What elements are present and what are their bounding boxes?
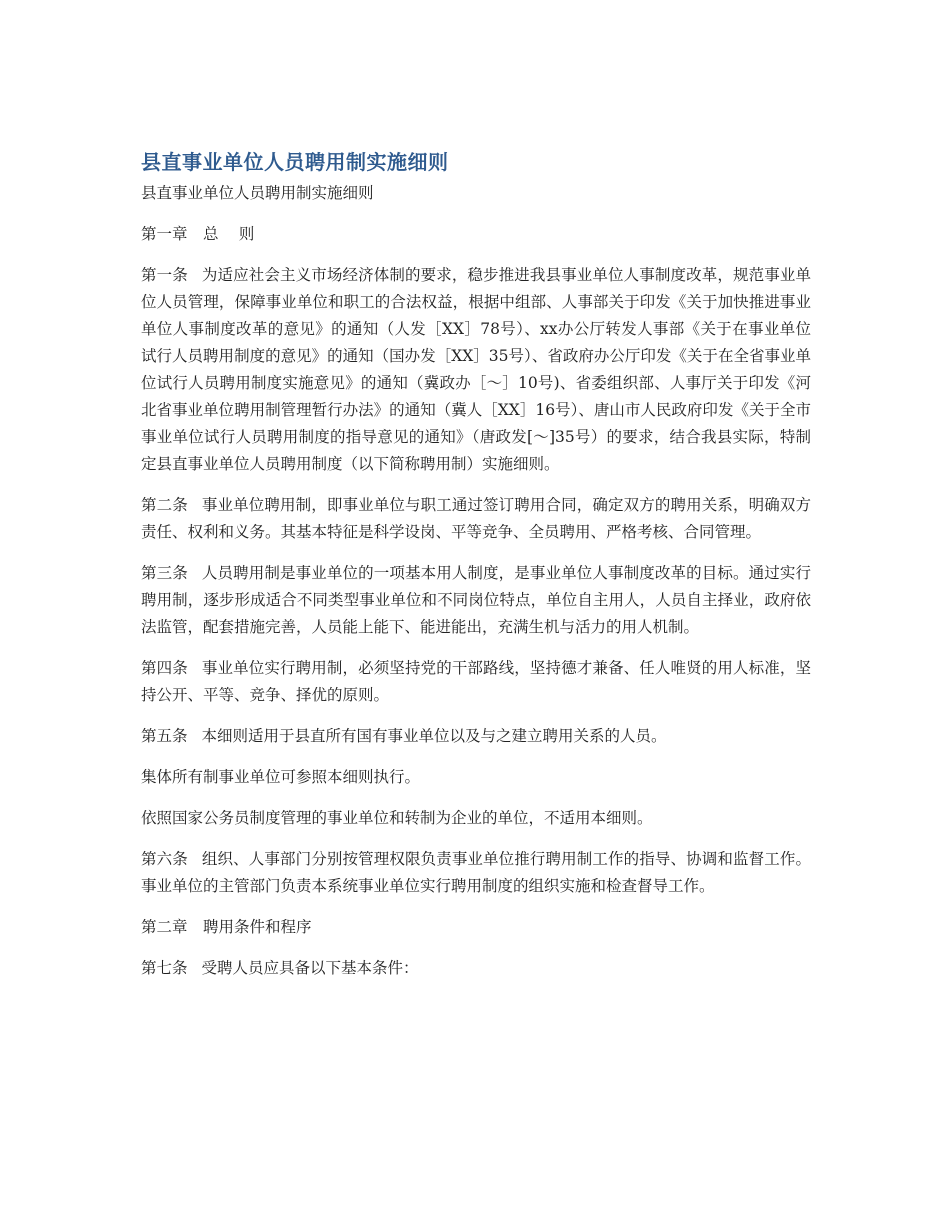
- paragraph-exclusion: 依照国家公务员制度管理的事业单位和转制为企业的单位，不适用本细则。: [141, 809, 653, 827]
- article-6: [141, 846, 811, 900]
- article-text: 事业单位实行聘用制，必须坚持党的干部路线，坚持德才兼备、任人唯贤的用人标准，坚持公开、平等、竞争、择优的原则。: [141, 659, 811, 704]
- article-label: 第六条: [141, 850, 188, 868]
- document-page: [141, 148, 811, 996]
- article-text: 为适应社会主义市场经济体制的要求，稳步推进我县事业单位人事制度改革，规范事业单位人员管理，保障事业单位和职工的合法权益，根据中组部、人事部关于印发《关于加快推进事业单位人事制度改革的意见》的通知（人发［XX］78号）、xx办公厅转发人事部《关于在事业单位试行人员聘用制度的意见》的通知（国办发［XX］35号）、省政府办公厅印发《关于在全省事业单位试行人员聘用制度实施意见》的通知（冀政办［～］10号)、省委组织部、人事厅关于印发《河北省事业单位聘用制管理暂行办法》的通知（冀人［XX］16号）、唐山市人民政府印发《关于全市事业单位试行人员聘用制度的指导意见的通知》（唐政发[～]35号）的要求，结合我县实际，特制定县直事业单位人员聘用制度（以下简称聘用制）实施细则。: [141, 266, 811, 473]
- document-subtitle: 县直事业单位人员聘用制实施细则: [141, 184, 374, 202]
- document-title: 县直事业单位人员聘用制实施细则: [141, 150, 449, 174]
- article-2: [141, 492, 811, 546]
- article-label: 第三条: [141, 564, 188, 582]
- article-3: [141, 560, 811, 641]
- article-7: [141, 955, 811, 982]
- article-label: 第七条: [141, 959, 188, 977]
- chapter-heading-2: 第二章 聘用条件和程序: [141, 918, 312, 936]
- article-label: 第五条: [141, 727, 188, 745]
- article-label: 第四条: [141, 659, 188, 677]
- article-label: 第一条: [141, 266, 188, 284]
- article-1: [141, 262, 811, 478]
- article-text: 受聘人员应具备以下基本条件：: [201, 959, 419, 977]
- article-5: [141, 723, 811, 750]
- article-4: [141, 655, 811, 709]
- article-text: 事业单位聘用制，即事业单位与职工通过签订聘用合同，确定双方的聘用关系，明确双方责任、权利和义务。其基本特征是科学设岗、平等竞争、全员聘用、严格考核、合同管理。: [141, 496, 811, 541]
- article-label: 第二条: [141, 496, 188, 514]
- chapter-heading-1: 第一章 总 则: [141, 225, 255, 243]
- article-text: 组织、人事部门分别按管理权限负责事业单位推行聘用制工作的指导、协调和监督工作。事业单位的主管部门负责本系统事业单位实行聘用制度的组织实施和检查督导工作。: [141, 850, 811, 895]
- article-text: 本细则适用于县直所有国有事业单位以及与之建立聘用关系的人员。: [201, 727, 667, 745]
- paragraph-collective: 集体所有制事业单位可参照本细则执行。: [141, 768, 421, 786]
- article-text: 人员聘用制是事业单位的一项基本用人制度，是事业单位人事制度改革的目标。通过实行聘用制，逐步形成适合不同类型事业单位和不同岗位特点，单位自主用人，人员自主择业，政府依法监管，配套措施完善，人员能上能下、能进能出，充满生机与活力的用人机制。: [141, 564, 811, 636]
